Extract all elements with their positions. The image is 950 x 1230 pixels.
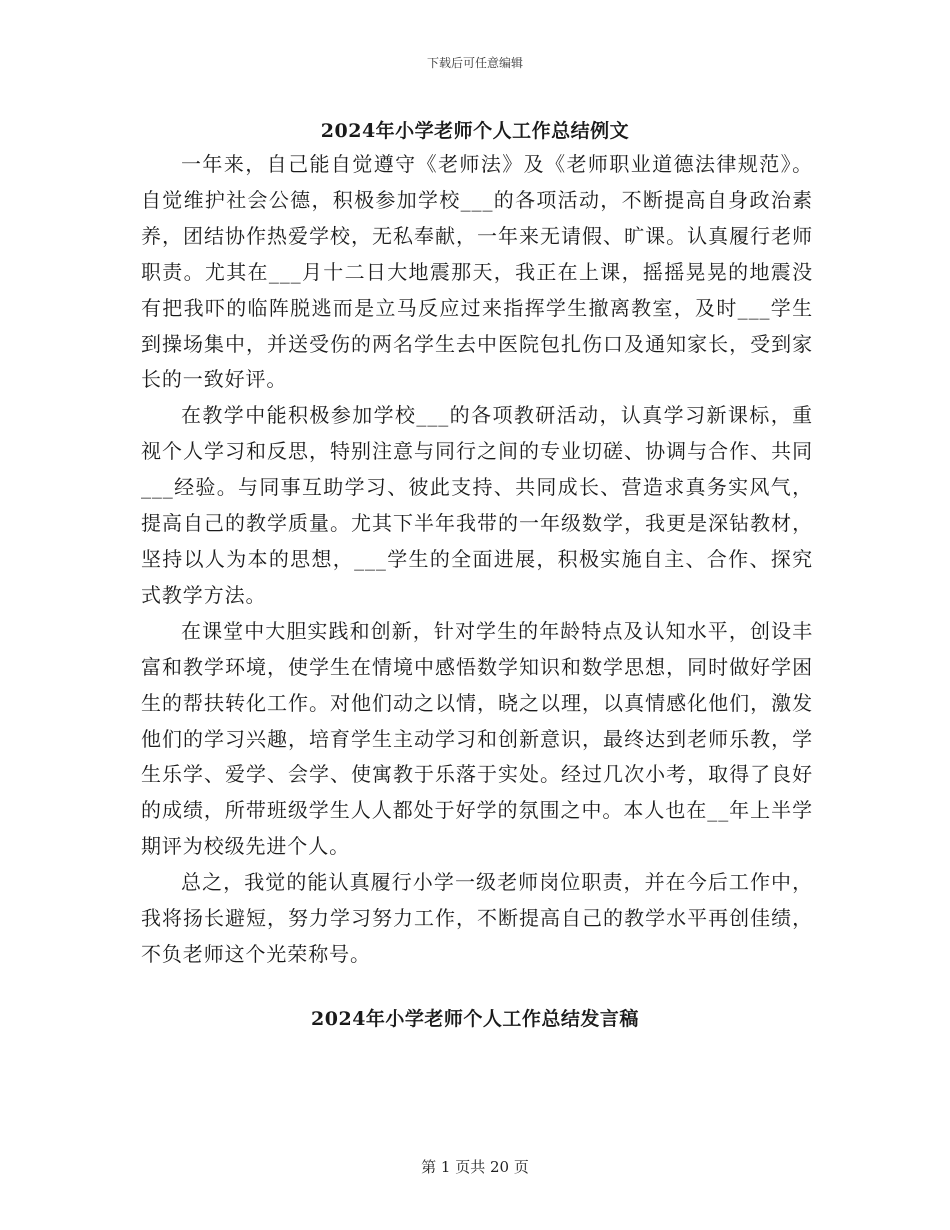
paragraph: 总之，我觉的能认真履行小学一级老师岗位职责，并在今后工作中，我将扬长避短，努力学习努力工作，不断提高自己的教学水平再创佳绩，不负老师这个光荣称号。	[141, 870, 813, 966]
next-section-title: 2024年小学老师个人工作总结发言稿	[311, 1008, 639, 1030]
paragraph: 一年来，自己能自觉遵守《老师法》及《老师职业道德法律规范》。自觉维护社会公德，积极参加学校___的各项活动，不断提高自身政治素养，团结协作热爱学校，无私奉献，一年来无请假、旷课。认真履行老师职责。尤其在___月十二日大地震那天，我正在上课，摇摇晃晃的地震没有把我吓的临阵脱逃而是立马反应过来指挥学生撤离教室，及时___学生到操场集中，并送受伤的两名学生去中医院包扎伤口及通知家长，受到家长的一致好评。	[141, 152, 813, 392]
page-number: 第 1 页共 20 页	[421, 1158, 529, 1176]
header-note: 下载后可任意编辑	[426, 56, 523, 70]
paragraph: 在教学中能积极参加学校___的各项教研活动，认真学习新课标，重视个人学习和反思，特别注意与同行之间的专业切磋、协调与合作、共同___经验。与同事互助学习、彼此支持、共同成长、营造求真务实风气，提高自己的教学质量。尤其下半年我带的一年级数学，我更是深钻教材，坚持以人为本的思想，___学生的全面进展，积极实施自主、合作、探究式教学方法。	[141, 403, 813, 607]
document-title: 2024年小学老师个人工作总结例文	[320, 120, 630, 142]
paragraph: 在课堂中大胆实践和创新，针对学生的年龄特点及认知水平，创设丰富和教学环境，使学生在情境中感悟数学知识和数学思想，同时做好学困生的帮扶转化工作。对他们动之以情，晓之以理，以真情感化他们，激发他们的学习兴趣，培育学生主动学习和创新意识，最终达到老师乐教，学生乐学、爱学、会学、使寓教于乐落于实处。经过几次小考，取得了良好的成绩，所带班级学生人人都处于好学的氛围之中。本人也在__年上半学期评为校级先进个人。	[141, 618, 813, 859]
document-body	[141, 147, 813, 973]
